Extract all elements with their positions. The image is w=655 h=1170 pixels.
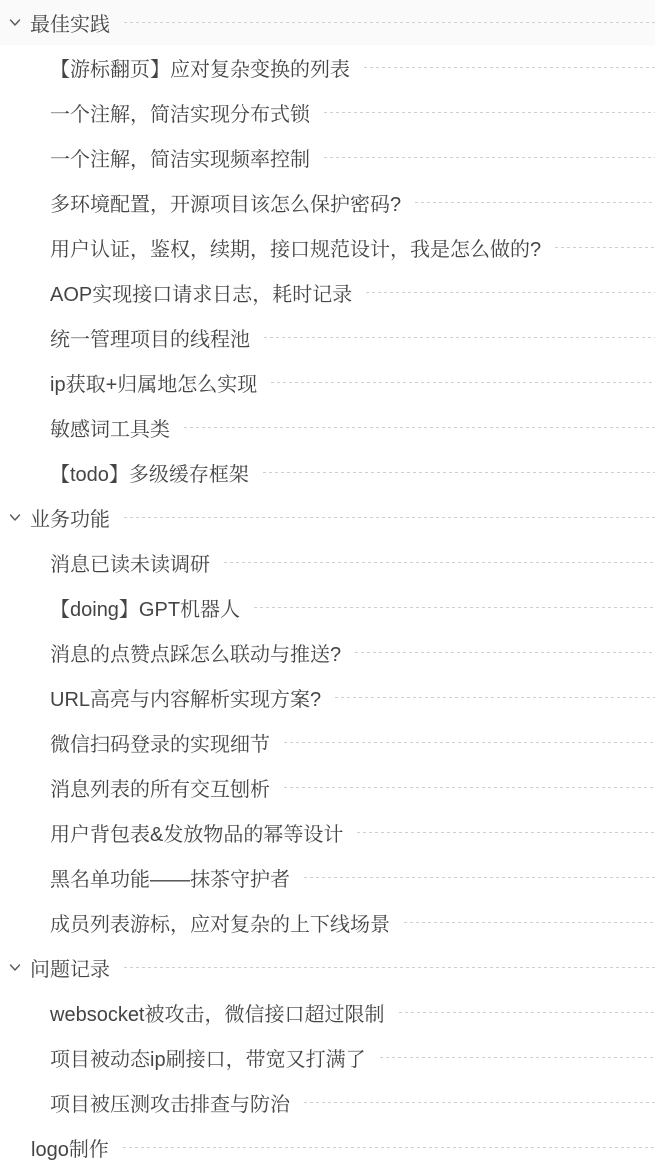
dotted-leader (124, 517, 655, 518)
dotted-leader (123, 1147, 655, 1148)
dotted-leader (555, 247, 655, 248)
tree-item-row[interactable] (0, 1080, 655, 1125)
item-label: 成员列表游标，应对复杂的上下线场景 (50, 908, 390, 937)
dotted-leader (284, 742, 655, 743)
section-label: 问题记录 (30, 953, 110, 982)
item-label: URL高亮与内容解析实现方案? (50, 683, 321, 712)
dotted-leader (366, 292, 655, 293)
item-label: AOP实现接口请求日志，耗时记录 (50, 278, 352, 307)
item-label: websocket被攻击，微信接口超过限制 (50, 998, 385, 1027)
item-label: 用户认证，鉴权，续期，接口规范设计，我是怎么做的? (50, 233, 541, 262)
item-label: 一个注解，简洁实现分布式锁 (50, 98, 310, 127)
dotted-leader (404, 922, 655, 923)
item-label: 统一管理项目的线程池 (50, 323, 250, 352)
chevron-down-icon[interactable] (9, 963, 21, 972)
tree-item-row[interactable] (0, 225, 655, 270)
chevron-down-icon[interactable] (9, 513, 21, 522)
tree-item-row[interactable] (0, 135, 655, 180)
item-label: 用户背包表&发放物品的幂等设计 (50, 818, 343, 847)
tree-item-row[interactable] (0, 270, 655, 315)
tree-item-row[interactable] (0, 720, 655, 765)
dotted-leader (355, 652, 655, 653)
dotted-leader (324, 112, 655, 113)
dotted-leader (335, 697, 655, 698)
tree-item-row[interactable] (0, 810, 655, 855)
tree-item-row[interactable] (0, 90, 655, 135)
tree-item-row[interactable] (0, 450, 655, 495)
tree-item-row[interactable] (0, 585, 655, 630)
dotted-leader (124, 967, 655, 968)
tree-item-logo[interactable] (0, 1125, 655, 1170)
dotted-leader (254, 607, 655, 608)
item-label: 项目被动态ip刷接口，带宽又打满了 (50, 1043, 366, 1072)
tree-section-problem-records[interactable] (0, 945, 655, 990)
tree-item-row[interactable] (0, 990, 655, 1035)
dotted-leader (284, 787, 655, 788)
dotted-leader (324, 157, 655, 158)
tree-item-row[interactable] (0, 675, 655, 720)
chevron-down-icon[interactable] (9, 18, 21, 27)
tree-item-row[interactable] (0, 630, 655, 675)
item-label: 消息列表的所有交互刨析 (50, 773, 270, 802)
tree-item-row[interactable] (0, 45, 655, 90)
item-label: ip获取+归属地怎么实现 (50, 368, 257, 397)
item-label: 【游标翻页】应对复杂变换的列表 (50, 53, 350, 82)
item-label: 微信扫码登录的实现细节 (50, 728, 270, 757)
dotted-leader (271, 382, 655, 383)
item-label: 消息已读未读调研 (50, 548, 210, 577)
tree-item-row[interactable] (0, 855, 655, 900)
tree-item-row[interactable] (0, 765, 655, 810)
dotted-leader (304, 1102, 655, 1103)
dotted-leader (263, 472, 655, 473)
dotted-leader (399, 1012, 655, 1013)
dotted-leader (224, 562, 655, 563)
dotted-leader (304, 877, 655, 878)
tree-item-row[interactable] (0, 315, 655, 360)
tree-item-row[interactable] (0, 405, 655, 450)
item-label: 【todo】多级缓存框架 (50, 458, 249, 487)
item-label: 项目被压测攻击排查与防治 (50, 1088, 290, 1117)
item-label: logo制作 (31, 1133, 109, 1162)
dotted-leader (124, 22, 655, 23)
item-label: 【doing】GPT机器人 (50, 593, 240, 622)
tree-section-business-features[interactable] (0, 495, 655, 540)
tree-item-row[interactable] (0, 360, 655, 405)
dotted-leader (184, 427, 655, 428)
tree-section-best-practices[interactable] (0, 0, 655, 45)
tree-item-row[interactable] (0, 180, 655, 225)
tree-item-row[interactable] (0, 900, 655, 945)
item-label: 多环境配置，开源项目该怎么保护密码? (50, 188, 401, 217)
dotted-leader (380, 1057, 655, 1058)
section-label: 最佳实践 (30, 8, 110, 37)
tree-item-row[interactable] (0, 1035, 655, 1080)
dotted-leader (357, 832, 655, 833)
section-label: 业务功能 (30, 503, 110, 532)
item-label: 一个注解，简洁实现频率控制 (50, 143, 310, 172)
tree-item-row[interactable] (0, 540, 655, 585)
dotted-leader (264, 337, 655, 338)
item-label: 敏感词工具类 (50, 413, 170, 442)
item-label: 黑名单功能——抹茶守护者 (50, 863, 290, 892)
dotted-leader (364, 67, 655, 68)
item-label: 消息的点赞点踩怎么联动与推送? (50, 638, 341, 667)
dotted-leader (415, 202, 655, 203)
